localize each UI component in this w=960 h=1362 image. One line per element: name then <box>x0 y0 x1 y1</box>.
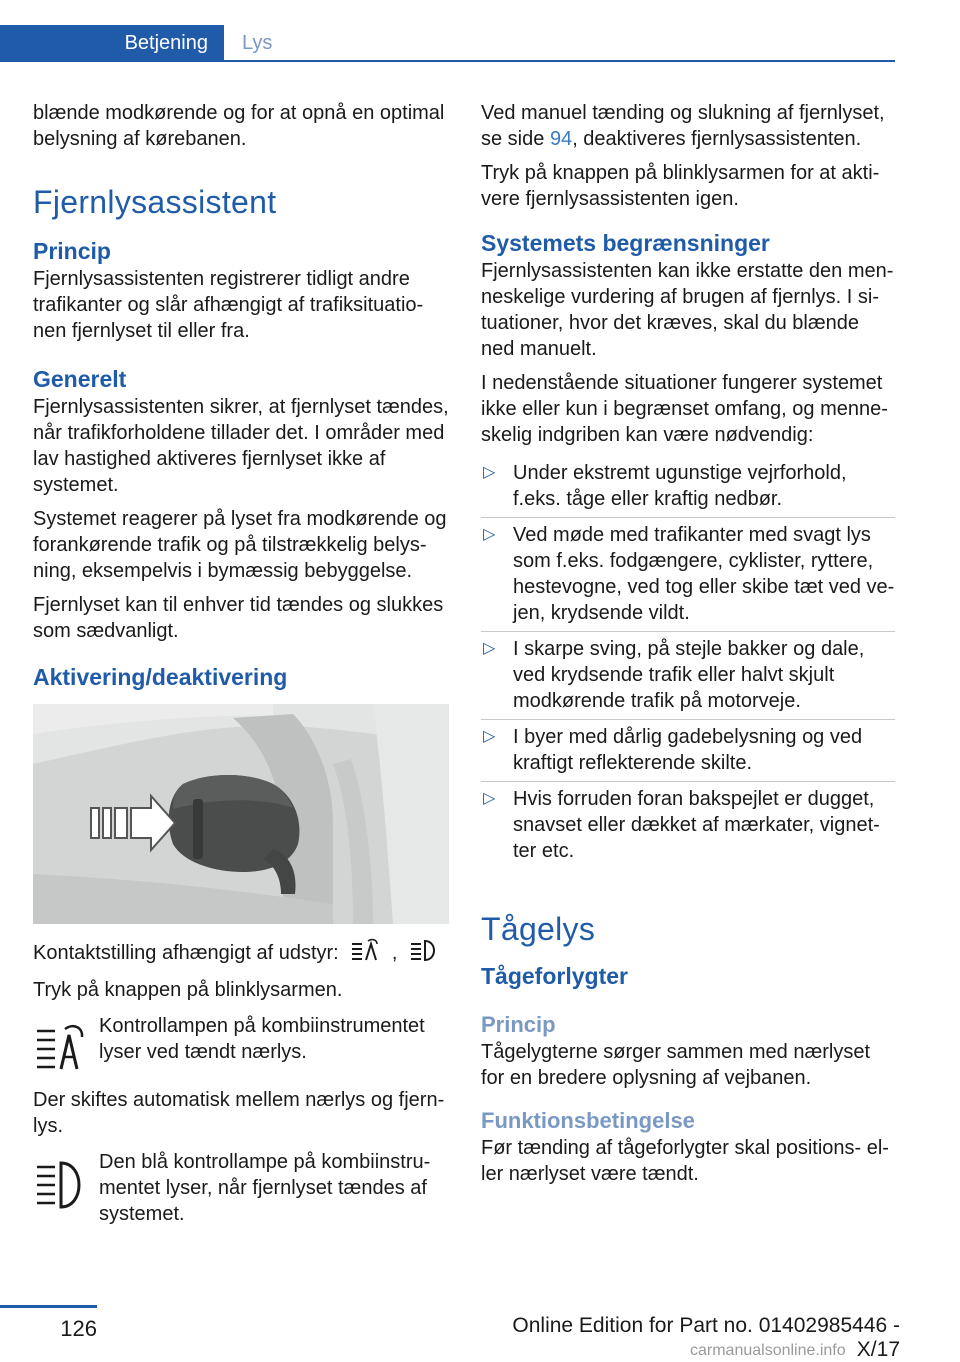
triangle-bullet-icon: ▷ <box>483 464 496 481</box>
triangle-bullet-icon: ▷ <box>483 526 496 543</box>
manual-switch-post: , deaktiveres fjernlysassistenten. <box>572 128 862 150</box>
watermark: carmanualsonline.info <box>690 1342 846 1359</box>
heading-funktionsbetingelse: Funktionsbetingelse <box>481 1108 695 1133</box>
limitations-list <box>481 456 895 869</box>
general-paragraph-1: Fjernlysassistenten sikrer, at fjernlyset tændes, når trafikforholdene tillader det. I områder med lav hastighed aktiveres fjernlyset ikke af systemet. <box>33 396 449 496</box>
contact-separator: , <box>391 941 398 964</box>
contact-position-text <box>33 938 449 969</box>
footer-divider <box>0 1305 97 1308</box>
contact-position-label: Kontaktstilling afhængigt af udstyr: <box>33 941 339 964</box>
heading-generelt: Generelt <box>33 366 127 392</box>
top-strip <box>0 0 960 25</box>
lamp-notice-2-text: Den blå kontrollampe på kombiinstrumentet lyser, når fjernlyset tændes af systemet. <box>99 1151 431 1225</box>
triangle-bullet-icon: ▷ <box>483 640 496 657</box>
list-item-text: I byer med dårlig gadebelysning og ved kraftigt reflekterende skilte. <box>513 726 863 774</box>
fog-principle-text: Tågelygterne sørger sammen med nærlyset for en bredere oplysning af vejbanen. <box>481 1041 871 1089</box>
tab-lys[interactable]: Lys <box>242 32 273 54</box>
fog-condition-text: Før tænding af tågeforlygter skal positions- eller nærlyset være tændt. <box>481 1137 889 1185</box>
triangle-bullet-icon: ▷ <box>483 790 496 807</box>
press-button-text: Tryk på knappen på blinklysarmen. <box>33 979 343 1001</box>
list-item <box>481 720 895 782</box>
chapter-title-fjernlysassistent: Fjernlysassistent <box>33 184 277 220</box>
heading-taageforlygter: Tågeforlygter <box>481 963 628 989</box>
lamp-notice-1-text: Kontrollampen på kombiinstrumentet lyser ved tændt nærlys. <box>99 1015 425 1063</box>
triangle-bullet-icon: ▷ <box>483 728 496 745</box>
header-tabs <box>0 25 272 62</box>
auto-high-beam-icon <box>350 938 380 969</box>
intro-text: blænde modkørende og for at opnå en optimal belysning af kørebanen. <box>33 102 445 150</box>
limits-paragraph-2: I nedenstående situationer fungerer systemet ikke eller kun i begrænset omfang, og menneskelig indgriben kan være nødvendig: <box>481 372 888 446</box>
heading-princip: Princip <box>33 238 111 264</box>
manual-switch-pre: Ved manuel tænding og slukning af fjernlyset, se side <box>481 102 885 150</box>
general-paragraph-2: Systemet reagerer på lyset fra modkørende og forankørende trafik og på tilstrækkelig belysning, eksempelvis i bymæssig bebyggelse. <box>33 508 447 582</box>
header-divider <box>0 60 895 62</box>
limits-paragraph-1: Fjernlysassistenten kan ikke erstatte den menneskelige vurdering af brugen af fjernlys. I situationer, hvor det kræves, skal du blænde ned manuelt. <box>481 260 894 360</box>
list-item <box>481 632 895 720</box>
principle-text: Fjernlysassistenten registrerer tidligt andre trafikanter og slår afhængigt af trafiksituationen fjernlyset til eller fra. <box>33 268 424 342</box>
stalk-illustration <box>33 704 449 924</box>
page-number: 126 <box>60 1316 97 1341</box>
lamp-notice-2 <box>33 1149 449 1227</box>
list-item-text: Under ekstremt ugunstige vejrforhold, f.eks. tåge eller kraftig nedbør. <box>513 462 847 510</box>
high-beam-icon <box>409 938 439 969</box>
manual-switch-text <box>481 100 895 152</box>
list-item <box>481 518 895 632</box>
list-item <box>481 782 895 869</box>
lamp-notice-1 <box>33 1013 449 1077</box>
chapter-title-taagelys: Tågelys <box>481 911 596 947</box>
heading-begraensninger: Systemets begrænsninger <box>481 230 770 256</box>
list-item-text: I skarpe sving, på stejle bakker og dale, ved krydsende trafik eller halvt skjult modkørende trafik på motorveje. <box>513 638 865 712</box>
list-item-text: Hvis forruden foran bakspejlet er dugget, snavset eller dækket af mærkater, vignetter etc. <box>513 788 880 862</box>
list-item-text: Ved møde med trafikanter med svagt lys som f.eks. fodgængere, cyklister, ryttere, hestevogne, ved tog eller skibe tæt ved vejen, krydsende vildt. <box>513 524 895 624</box>
press-again-text: Tryk på knappen på blinklysarmen for at aktivere fjernlysassistenten igen. <box>481 162 880 210</box>
high-beam-indicator-icon <box>33 1157 87 1213</box>
auto-switch-text: Der skiftes automatisk mellem nærlys og fjernlys. <box>33 1089 445 1137</box>
tab-betjening[interactable]: Betjening <box>0 25 224 62</box>
edition-note: Online Edition for Part no. 01402985446 - X/17 <box>512 1314 900 1361</box>
general-paragraph-3: Fjernlyset kan til enhver tid tændes og slukkes som sædvanligt. <box>33 594 444 642</box>
list-item <box>481 456 895 518</box>
page-reference-link[interactable]: 94 <box>549 128 573 150</box>
right-column <box>481 100 895 1195</box>
heading-aktivering: Aktivering/deaktivering <box>33 664 288 690</box>
heading-fog-princip: Princip <box>481 1012 556 1037</box>
stalk-button-figure <box>33 704 449 924</box>
auto-high-beam-indicator-icon <box>33 1021 87 1077</box>
left-column <box>33 100 449 1237</box>
